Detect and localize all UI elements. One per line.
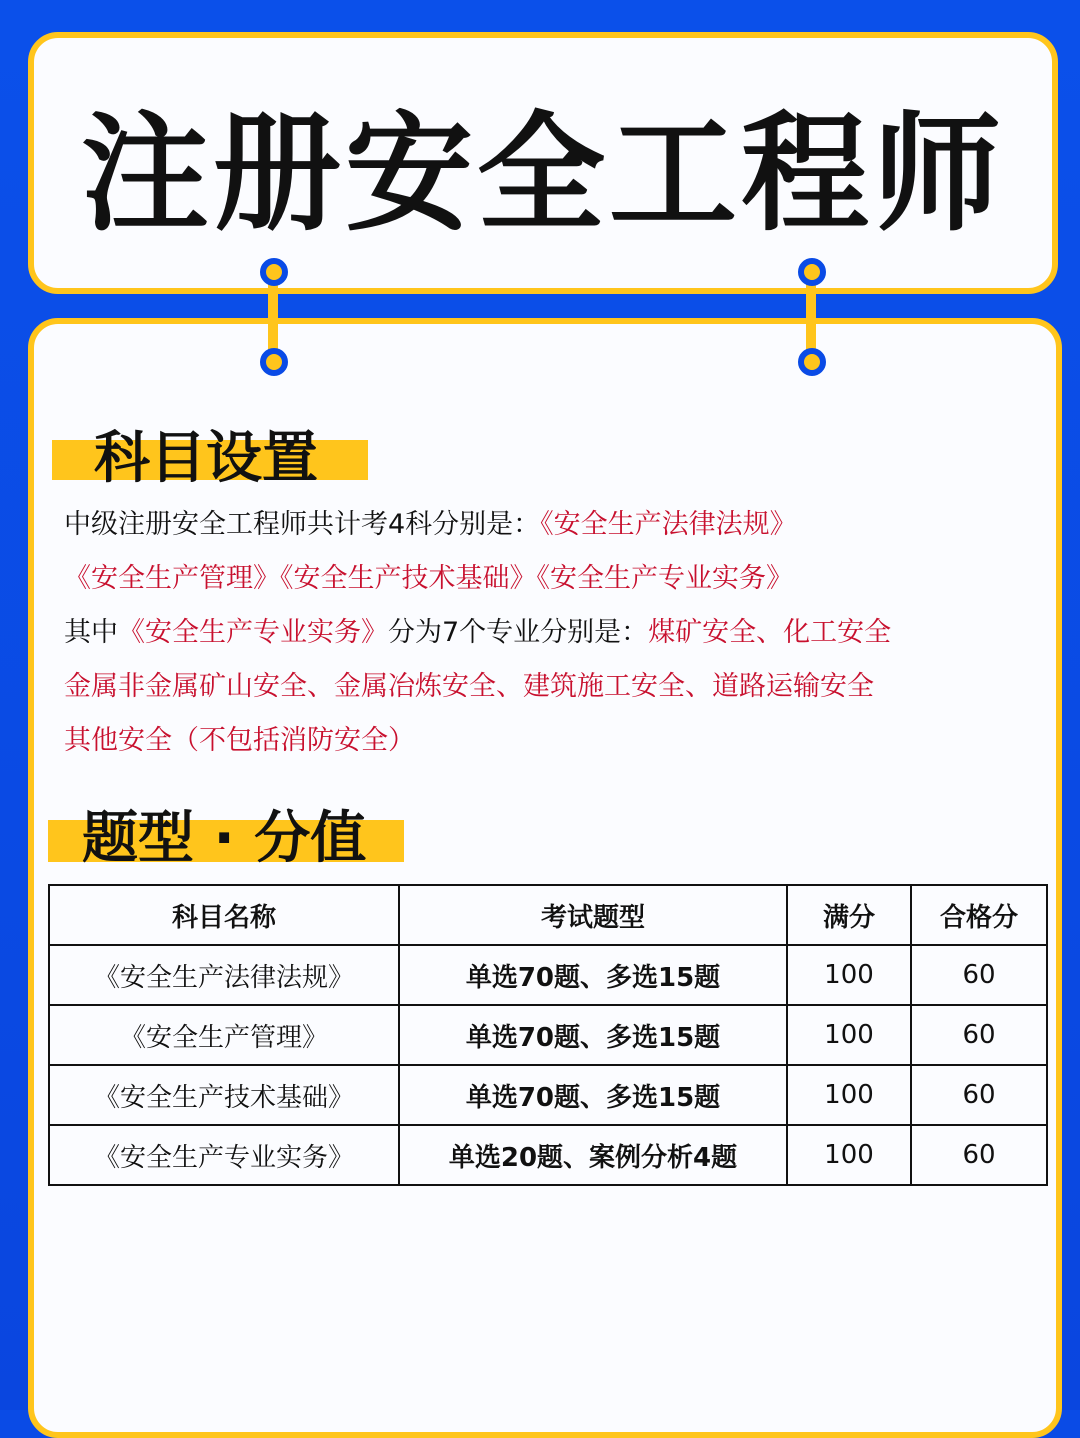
- cell-full-score: 100: [787, 945, 911, 1005]
- page-title: 注册安全工程师: [80, 100, 1005, 249]
- binder-ring-right-top: [798, 258, 826, 286]
- specialty-prefix-text: 其中: [64, 617, 118, 648]
- section-title-subjects: 科目设置: [94, 426, 318, 491]
- cell-type: 单选70题、多选15题: [399, 1065, 787, 1125]
- table-row: [49, 1125, 1047, 1185]
- specialty-list-3: 其他安全（不包括消防安全）: [64, 725, 415, 756]
- subjects-line-3: [64, 610, 1024, 649]
- specialty-mid-text: 分为7个专业分别是：: [388, 617, 649, 648]
- specialty-list-1: 煤矿安全、化工安全: [648, 617, 892, 648]
- subjects-line-5: [64, 718, 1024, 757]
- table-row: [49, 1005, 1047, 1065]
- cell-type: 单选70题、多选15题: [399, 1005, 787, 1065]
- binder-ring-right-bottom: [798, 348, 826, 376]
- cell-type: 单选20题、案例分析4题: [399, 1125, 787, 1185]
- subjects-line-1: [64, 502, 1024, 541]
- subjects-intro-text: 中级注册安全工程师共计考4科分别是：: [64, 509, 541, 540]
- cell-full-score: 100: [787, 1065, 911, 1125]
- cell-full-score: 100: [787, 1125, 911, 1185]
- specialty-list-2: 金属非金属矿山安全、金属冶炼安全、建筑施工安全、道路运输安全: [64, 671, 874, 702]
- cell-pass-score: 60: [911, 1005, 1047, 1065]
- cell-subject: 《安全生产技术基础》: [49, 1065, 399, 1125]
- header-type: 考试题型: [399, 885, 787, 945]
- table-row: [49, 1065, 1047, 1125]
- table-row: [49, 945, 1047, 1005]
- cell-pass-score: 60: [911, 945, 1047, 1005]
- subjects-line-4: [64, 664, 1024, 703]
- cell-pass-score: 60: [911, 1065, 1047, 1125]
- binder-ring-left-bottom: [260, 348, 288, 376]
- subjects-line-2: [64, 556, 1024, 595]
- header-full-score: 满分: [787, 885, 911, 945]
- subject-practice: 《安全生产专业实务》: [118, 617, 388, 648]
- header-pass-score: 合格分: [911, 885, 1047, 945]
- subject-law: 《安全生产法律法规》: [540, 509, 797, 540]
- exam-table: [48, 884, 1048, 1186]
- cell-subject: 《安全生产法律法规》: [49, 945, 399, 1005]
- section-title-types: 题型 · 分值: [82, 806, 367, 871]
- cell-subject: 《安全生产专业实务》: [49, 1125, 399, 1185]
- cell-subject: 《安全生产管理》: [49, 1005, 399, 1065]
- table-header-row: [49, 885, 1047, 945]
- cell-full-score: 100: [787, 1005, 911, 1065]
- header-subject: 科目名称: [49, 885, 399, 945]
- subjects-list-text: 《安全生产管理》《安全生产技术基础》《安全生产专业实务》: [64, 563, 793, 594]
- cell-pass-score: 60: [911, 1125, 1047, 1185]
- title-card: [28, 32, 1058, 294]
- binder-ring-left-top: [260, 258, 288, 286]
- cell-type: 单选70题、多选15题: [399, 945, 787, 1005]
